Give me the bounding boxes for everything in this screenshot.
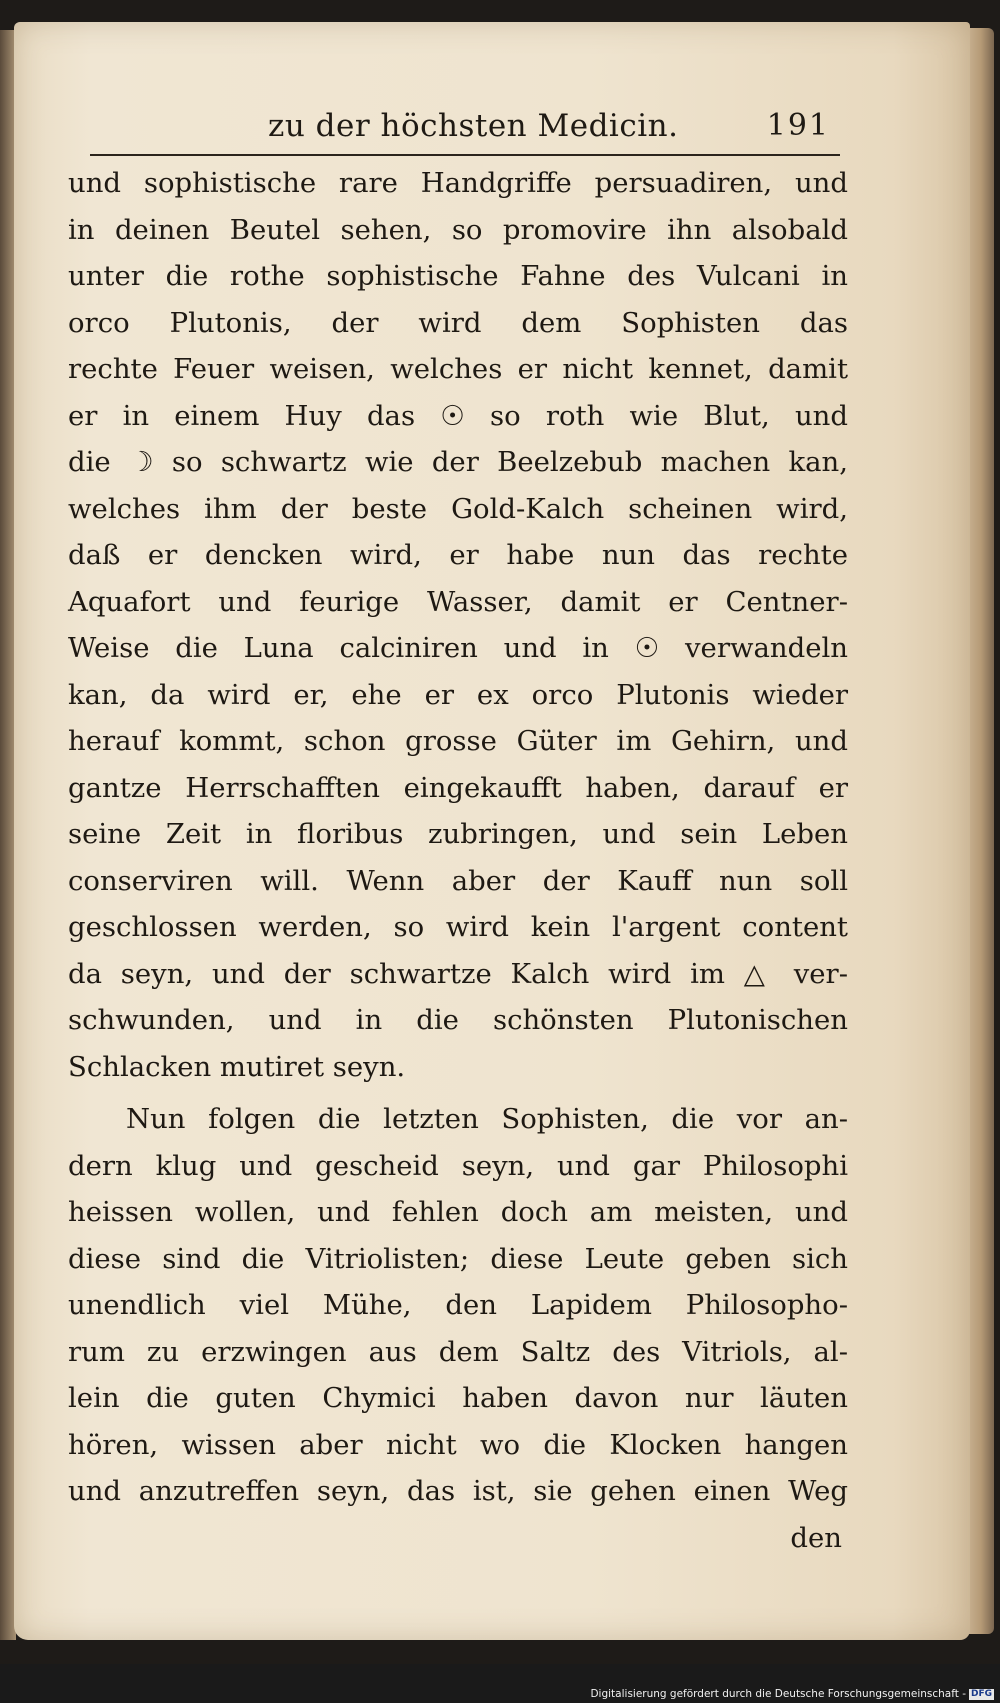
text-line: diese sind die Vitriolisten; diese Leute geben sich <box>68 1242 848 1275</box>
text-line: rechte Feuer weisen, welches er nicht kennet, damit <box>68 353 848 385</box>
text-line: da seyn, und der schwartze Kalch wird im △ ver- <box>68 957 848 990</box>
text-line: dern klug und gescheid seyn, und gar Philosophi <box>68 1149 848 1182</box>
page-edge-stack <box>968 28 994 1634</box>
text-line: Aquafort und feurige Wasser, damit er Centner- <box>68 585 848 618</box>
text-line: er in einem Huy das ☉ so roth wie Blut, und <box>68 399 848 432</box>
text-line: conserviren will. Wenn aber der Kauff nun soll <box>68 864 848 897</box>
credit-text: Digitalisierung gefördert durch die Deutsche Forschungsgemeinschaft - <box>590 1688 966 1700</box>
text-line: lein die guten Chymici haben davon nur läuten <box>68 1382 848 1414</box>
text-line: gantze Herrschafften eingekaufft haben, darauf er <box>68 771 848 804</box>
running-title: zu der höchsten Medicin. <box>268 108 679 144</box>
dfg-logo: DFG <box>970 1688 992 1699</box>
text-line: heissen wollen, und fehlen doch am meisten, und <box>68 1196 848 1228</box>
text-line: welches ihm der beste Gold-Kalch scheinen wird, <box>68 492 848 525</box>
text-line: und anzutreffen seyn, das ist, sie gehen einen Weg <box>68 1475 848 1507</box>
text-line: Nun folgen die letzten Sophisten, die vor an- <box>126 1103 848 1135</box>
text-line: seine Zeit in floribus zubringen, und sein Leben <box>68 818 848 850</box>
text-line: orco Plutonis, der wird dem Sophisten das <box>68 306 848 339</box>
text-line: unendlich viel Mühe, den Lapidem Philosopho- <box>68 1289 848 1321</box>
catchword: den <box>790 1521 842 1554</box>
text-line: rum zu erzwingen aus dem Saltz des Vitriols, al- <box>68 1335 848 1368</box>
text-line: unter die rothe sophistische Fahne des Vulcani in <box>68 260 848 292</box>
text-line: Weise die Luna calciniren und in ☉ verwandeln <box>68 632 848 664</box>
text-line: kan, da wird er, ehe er ex orco Plutonis wieder <box>68 678 848 711</box>
text-line: hören, wissen aber nicht wo die Klocken hangen <box>68 1428 848 1461</box>
text-line: Schlacken mutiret seyn. <box>68 1050 406 1083</box>
text-line: und sophistische rare Handgriffe persuadiren, und <box>68 167 848 199</box>
page-number: 191 <box>766 108 830 143</box>
digitization-credit <box>590 1688 994 1700</box>
text-line: die ☽ so schwartz wie der Beelzebub machen kan, <box>68 446 848 478</box>
text-line: geschlossen werden, so wird kein l'argent content <box>68 911 848 943</box>
page-header <box>90 108 840 156</box>
body-text <box>68 160 848 1561</box>
text-line: herauf kommt, schon grosse Güter im Gehirn, und <box>68 725 848 757</box>
text-line: schwunden, und in die schönsten Plutonischen <box>68 1004 848 1036</box>
text-line: in deinen Beutel sehen, so promovire ihn alsobald <box>68 213 848 246</box>
text-line: daß er dencken wird, er habe nun das rechte <box>68 539 848 571</box>
